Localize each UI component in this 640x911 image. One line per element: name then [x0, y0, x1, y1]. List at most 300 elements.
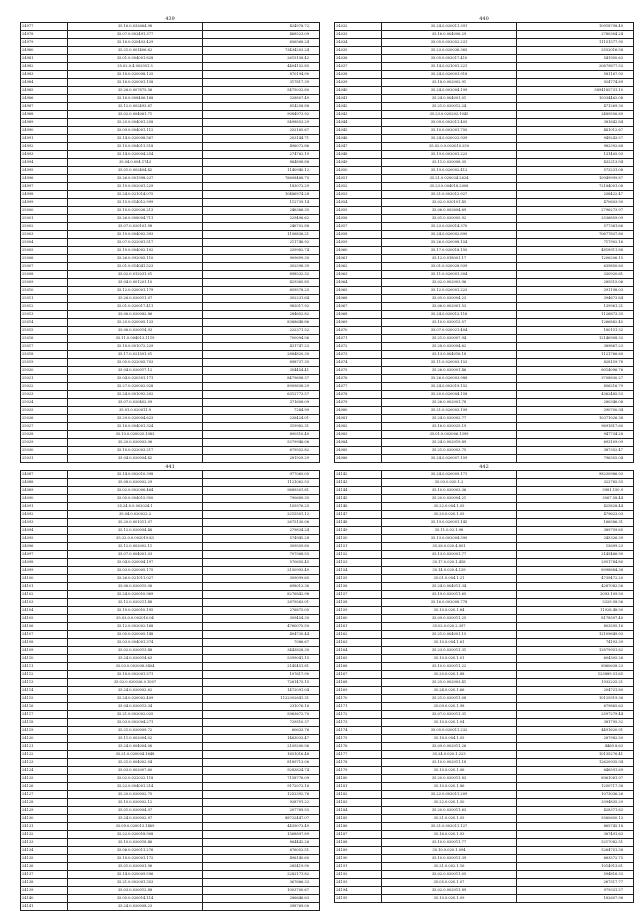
row-index-cell: 25028: [21, 431, 68, 439]
amount-cell: 4739472.20: [517, 575, 634, 583]
table-row: [335, 519, 634, 527]
amount-cell: 8960638.23: [517, 663, 634, 671]
row-index-cell: 24076: [335, 375, 382, 383]
code-cell: 35.02.0.4.002951.3: [68, 63, 203, 71]
amount-cell: 60633.76: [203, 727, 320, 735]
table-row: [335, 743, 634, 751]
code-cell: 35.14.0.021001.221: [382, 63, 517, 71]
row-index-cell: 24132: [21, 831, 68, 839]
table-row: [335, 247, 634, 255]
row-index-cell: 24085: [335, 447, 382, 455]
amount-cell: 2109200.56: [203, 743, 320, 751]
code-cell: 35.18.0.001072.229: [68, 343, 203, 351]
amount-cell: 424978.72: [203, 23, 320, 31]
code-cell: 35.12.0.018001.17: [382, 255, 517, 263]
row-index-cell: 24154: [335, 567, 382, 575]
amount-cell: 291198.03: [517, 287, 634, 295]
code-cell: 35.24.0.020002.890: [382, 231, 517, 239]
row-index-cell: 24078: [335, 391, 382, 399]
page-440: [334, 16, 634, 463]
row-index-cell: 24042: [335, 103, 382, 111]
row-index-cell: 25006: [21, 255, 68, 263]
code-cell: 35.14.0.002010.398: [68, 471, 203, 479]
amount-cell: 15699.23: [517, 543, 634, 551]
amount-cell: 8909838.29: [203, 383, 320, 391]
row-index-cell: 24173: [335, 719, 382, 727]
code-cell: 35.16.0.032664.98: [68, 23, 203, 31]
amount-cell: 679552.82: [203, 447, 320, 455]
amount-cell: 309454.30: [203, 615, 320, 623]
table-row: [21, 191, 320, 199]
code-cell: 35.07.0.020101.98: [68, 223, 203, 231]
code-cell: 35.01.0.002006.1399: [382, 431, 517, 439]
code-cell: 35.21.0.020007.94: [382, 335, 517, 343]
table-row: [21, 47, 320, 55]
code-cell: 35.19.0.004002.393: [68, 231, 203, 239]
row-index-cell: 24112: [21, 671, 68, 679]
code-cell: 35.21.0.002012.927: [382, 191, 517, 199]
table-row: [21, 623, 320, 631]
row-index-cell: 24051: [335, 175, 382, 183]
row-index-cell: 24138: [21, 879, 68, 887]
code-cell: 35.19.0.020010.195: [68, 607, 203, 615]
amount-cell: 4469.8.63: [517, 743, 634, 751]
table-row: [21, 559, 320, 567]
code-cell: 35.09.0.002011.405: [382, 119, 517, 127]
amount-cell: 5963672.70: [203, 711, 320, 719]
amount-cell: 11928.48.90: [517, 607, 634, 615]
amount-cell: 828159.78: [517, 359, 634, 367]
row-index-cell: 24083: [335, 431, 382, 439]
row-index-cell: 24156: [335, 583, 382, 591]
table-row: [335, 327, 634, 335]
row-index-cell: 24178: [335, 759, 382, 767]
amount-cell: 317817.39: [203, 79, 320, 87]
table-row: [21, 87, 320, 95]
code-cell: 35.26.0.008004.711: [68, 215, 203, 223]
table-row: [21, 391, 320, 399]
table-row: [335, 111, 634, 119]
amount-cell: 864442.26: [203, 839, 320, 847]
code-cell: 35.23.0.020036.365: [382, 47, 517, 55]
amount-cell: 207789.55: [203, 807, 320, 815]
amount-cell: 1126873.35: [517, 311, 634, 319]
row-index-cell: 25003: [21, 231, 68, 239]
code-cell: 35.02.0.004061.71: [68, 111, 203, 119]
code-cell: 35.02.0.0.002010.250: [382, 143, 517, 151]
code-cell: 35.10.0.020.1.84: [382, 607, 517, 615]
table-row: [335, 687, 634, 695]
code-cell: 35.10.0.020.1.01: [382, 655, 517, 663]
code-cell: 35.12.0.002493.87: [68, 103, 203, 111]
row-index-cell: 24120: [21, 735, 68, 743]
table-row: [21, 775, 320, 783]
amount-cell: 2597279.44: [517, 711, 634, 719]
code-cell: 35.23.0.020011.31: [382, 647, 517, 655]
table-row: [335, 655, 634, 663]
table-row: [21, 255, 320, 263]
amount-cell: 4818911.88: [517, 247, 634, 255]
row-index-cell: 25015: [21, 327, 68, 335]
row-index-cell: 24140: [21, 895, 68, 903]
row-index-cell: 24049: [335, 159, 382, 167]
amount-cell: 8276842.98: [203, 591, 320, 599]
amount-cell: 856216.79: [517, 383, 634, 391]
table-row: [21, 407, 320, 415]
code-cell: 35.21.0.020024.2624: [382, 175, 517, 183]
amount-cell: 182607.96: [517, 895, 634, 903]
row-index-cell: 24155: [335, 575, 382, 583]
row-index-cell: 24034: [335, 39, 382, 47]
amount-cell: 432213.94: [517, 159, 634, 167]
row-index-cell: 24077: [335, 383, 382, 391]
row-index-cell: 24139: [21, 887, 68, 895]
table-row: [335, 191, 634, 199]
row-index-cell: 24043: [335, 111, 382, 119]
row-index-cell: 24184: [335, 807, 382, 815]
row-index-cell: 24152: [335, 551, 382, 559]
code-cell: 35.22.0.020.1.50: [382, 799, 517, 807]
table-row: [21, 111, 320, 119]
code-cell: 35.10.0.002001.750: [382, 127, 517, 135]
code-cell: 35.05.0.020004.23: [382, 295, 517, 303]
table-row: [335, 895, 634, 903]
row-index-cell: 24130: [21, 815, 68, 823]
amount-cell: 3567.58.44: [517, 495, 634, 503]
amount-cell: 6312773.57: [203, 391, 320, 399]
table-row: [21, 135, 320, 143]
code-cell: 35.01.0.020028.939: [382, 263, 517, 271]
row-index-cell: 24149: [335, 527, 382, 535]
table-row: [21, 831, 320, 839]
code-cell: 35.24.0.020022.939: [382, 135, 517, 143]
row-index-cell: 25004: [21, 239, 68, 247]
table-row: [335, 807, 634, 815]
row-index-cell: 25019: [21, 359, 68, 367]
row-index-cell: 24160: [335, 615, 382, 623]
amount-cell: 245326.39: [517, 535, 634, 543]
amount-cell: 898532.32: [203, 271, 320, 279]
amount-cell: 5399041.15: [203, 655, 320, 663]
row-index-cell: 24107: [21, 631, 68, 639]
row-index-cell: 24052: [335, 183, 382, 191]
code-cell: 35.19.0.020002.412: [382, 167, 517, 175]
table-row: [21, 167, 320, 175]
table-row: [21, 511, 320, 519]
table-row: [335, 823, 634, 831]
amount-cell: 2536859.09: [517, 215, 634, 223]
row-index-cell: 24079: [335, 399, 382, 407]
table-row: [335, 783, 634, 791]
amount-cell: 246702.88: [203, 223, 320, 231]
row-index-cell: 24033: [335, 31, 382, 39]
code-cell: 35.21.0.020003.75: [382, 447, 517, 455]
table-row: [335, 151, 634, 159]
amount-cell: 4439073.49: [203, 823, 320, 831]
table-row: [21, 367, 320, 375]
row-index-cell: 24994: [21, 159, 68, 167]
amount-cell: 2489556.89: [517, 111, 634, 119]
row-index-cell: 24036: [335, 55, 382, 63]
amount-cell: 1266882.45: [517, 319, 634, 327]
row-index-cell: 24063: [335, 271, 382, 279]
row-index-cell: 24982: [21, 63, 68, 71]
code-cell: 35.05.0.020.1.07: [382, 879, 517, 887]
table-row: [335, 839, 634, 847]
amount-cell: 2615158.42: [203, 55, 320, 63]
table-row: [335, 527, 634, 535]
table-row: [335, 575, 634, 583]
row-index-cell: 24104: [21, 607, 68, 615]
amount-cell: 2145451.81: [203, 663, 320, 671]
table-row: [335, 303, 634, 311]
row-index-cell: 24094: [21, 527, 68, 535]
amount-cell: 8998884.38: [517, 567, 634, 575]
amount-cell: 2879563.01: [203, 599, 320, 607]
amount-cell: 367491.63: [517, 831, 634, 839]
row-index-cell: 24032: [335, 23, 382, 31]
table-row: [335, 199, 634, 207]
amount-cell: 790689.35: [203, 495, 320, 503]
code-cell: 35.10.0.002011.18: [382, 759, 517, 767]
table-row: [21, 711, 320, 719]
table-row: [21, 807, 320, 815]
amount-cell: 8178597.40: [517, 615, 634, 623]
code-cell: 35.02.0.020.2.397: [382, 623, 517, 631]
code-cell: 35.12.0.002002.168: [68, 623, 203, 631]
amount-cell: 328807.49: [203, 95, 320, 103]
table-row: [335, 711, 634, 719]
table-row: [335, 647, 634, 655]
table-row: [335, 791, 634, 799]
code-cell: 35.24.0.002004.199: [382, 87, 517, 95]
row-index-cell: 24986: [21, 95, 68, 103]
row-index-cell: 24185: [335, 815, 382, 823]
table-row: [335, 295, 634, 303]
code-cell: 35.24.0.004011.34: [382, 583, 517, 591]
row-index-cell: 24984: [21, 79, 68, 87]
code-cell: 35.04.0.004.1743: [68, 159, 203, 167]
code-cell: 35.10.0.004011.518: [68, 143, 203, 151]
amount-cell: 211746.92: [203, 239, 320, 247]
table-row: [21, 543, 320, 551]
table-row: [21, 687, 320, 695]
amount-cell: 4760075.50: [203, 623, 320, 631]
table-row: [21, 743, 320, 751]
code-cell: 35.18.0.002001.571: [68, 671, 203, 679]
table-row: [21, 343, 320, 351]
row-index-cell: 25000: [21, 207, 68, 215]
row-index-cell: 24995: [21, 167, 68, 175]
amount-cell: 12146908.33: [517, 335, 634, 343]
code-cell: 35.11.0.002004.02: [68, 735, 203, 743]
code-cell: 35.07.0.022001.517: [68, 239, 203, 247]
code-cell: 35.20.0.020002.75: [68, 791, 203, 799]
row-index-cell: 24053: [335, 191, 382, 199]
code-cell: 35.11.0.02.1.98: [382, 527, 517, 535]
code-cell: 35.15.0.014012.999: [68, 199, 203, 207]
code-cell: 35.26.0.021011.027: [68, 575, 203, 583]
row-index-cell: 24191: [335, 863, 382, 871]
code-cell: 35.23.0.004018.2008: [382, 183, 517, 191]
row-index-cell: 24093: [21, 519, 68, 527]
code-cell: 35.26.0.092005.110: [68, 255, 203, 263]
row-index-cell: 24151: [335, 543, 382, 551]
code-cell: 35.21.0.020011.08: [382, 695, 517, 703]
code-cell: 35.10.0.020.1.06: [382, 767, 517, 775]
table-row: [335, 487, 634, 495]
code-cell: 35.06.0.020011.276: [68, 847, 203, 855]
row-index-cell: 24038: [335, 71, 382, 79]
table-row: [21, 399, 320, 407]
amount-cell: 330920.61: [517, 271, 634, 279]
table-row: [21, 895, 320, 903]
row-index-cell: 24074: [335, 359, 382, 367]
code-cell: 35.06.0.020014.93: [68, 327, 203, 335]
code-cell: 35.12.0.020054.46: [68, 527, 203, 535]
table-row: [335, 695, 634, 703]
row-index-cell: 24057: [335, 223, 382, 231]
page-number: 442: [479, 464, 489, 470]
table-row: [21, 583, 320, 591]
code-cell: 35.24.0.020011.391: [382, 23, 517, 31]
code-cell: 35.05.0.022005.703: [68, 359, 203, 367]
amount-cell: 5217082.51: [517, 839, 634, 847]
amount-cell: 470603.90: [517, 199, 634, 207]
row-index-cell: 24121: [21, 743, 68, 751]
row-index-cell: 24091: [21, 503, 68, 511]
amount-cell: 204731.80: [517, 687, 634, 695]
amount-cell: 5498853.29: [203, 119, 320, 127]
table-row: [335, 263, 634, 271]
amount-cell: 285419.90: [203, 863, 320, 871]
table-row: [335, 359, 634, 367]
row-index-cell: 24060: [335, 247, 382, 255]
code-cell: 35.28.0.020004.62: [382, 343, 517, 351]
amount-cell: 381795.32: [517, 719, 634, 727]
code-cell: 35.07.0.004001.03: [68, 551, 203, 559]
row-index-cell: 25017: [21, 343, 68, 351]
code-cell: 35.09.0.020.1.98: [382, 703, 517, 711]
code-cell: 35.02.0.012031.01: [68, 271, 203, 279]
row-index-cell: 24040: [335, 87, 382, 95]
code-cell: 35.24.0.002019.89: [382, 439, 517, 447]
table-row: [21, 335, 320, 343]
table-row: [21, 671, 320, 679]
code-cell: 35.18.0.002002.91: [382, 79, 517, 87]
amount-cell: 78608468.75: [203, 175, 320, 183]
code-cell: 35.08.0.020002.29: [68, 479, 203, 487]
table-row: [335, 399, 634, 407]
amount-cell: 70677837.80: [517, 231, 634, 239]
code-cell: 35.25.0.002003.41: [382, 679, 517, 687]
table-row: [21, 575, 320, 583]
amount-cell: 74193.39: [517, 639, 634, 647]
code-cell: 35.19.0.020001.145: [382, 519, 517, 527]
table-row: [21, 823, 320, 831]
table-row: [335, 871, 634, 879]
row-index-cell: 25027: [21, 423, 68, 431]
row-index-cell: 24125: [21, 775, 68, 783]
table-row: [21, 495, 320, 503]
code-cell: 35.21.0.001406.62: [68, 47, 203, 55]
amount-cell: 12109649.93: [517, 631, 634, 639]
table-row: [21, 503, 320, 511]
code-cell: 35.07.0.002491.377: [68, 31, 203, 39]
code-cell: 35.10.0.020011.39: [382, 855, 517, 863]
amount-cell: 387352.47: [517, 447, 634, 455]
amount-cell: 8479696.37: [203, 375, 320, 383]
row-index-cell: 25005: [21, 247, 68, 255]
code-cell: 35.03.0.020012.88: [68, 887, 203, 895]
code-cell: 35.13.0.020001.77: [382, 551, 517, 559]
table-row: [21, 223, 320, 231]
table-row: [21, 423, 320, 431]
amount-cell: 2215501.12: [203, 511, 320, 519]
amount-cell: 2093.109.50: [517, 591, 634, 599]
table-row: [21, 647, 320, 655]
table-row: [335, 255, 634, 263]
code-cell: 35.22.0.004001.214: [68, 783, 203, 791]
code-cell: 35.17.0.020018.150: [382, 247, 517, 255]
row-index-cell: 24189: [335, 847, 382, 855]
row-index-cell: 24141: [21, 903, 68, 911]
table-row: [21, 655, 320, 663]
table-row: [21, 751, 320, 759]
row-index-cell: 24059: [335, 239, 382, 247]
row-index-cell: 24183: [335, 799, 382, 807]
amount-cell: 7261475.15: [203, 679, 320, 687]
table-row: [335, 567, 634, 575]
code-cell: 35.20.0.020003.06: [68, 439, 203, 447]
amount-cell: 389759.65: [517, 527, 634, 535]
row-index-cell: 24134: [21, 847, 68, 855]
amount-cell: 398769.00: [203, 903, 320, 911]
table-row: [21, 799, 320, 807]
table-row: [335, 143, 634, 151]
amount-cell: 1140940.12: [203, 167, 320, 175]
amount-cell: 1252392.76: [203, 791, 320, 799]
code-cell: 35.10.0.020025.1083: [68, 431, 203, 439]
amount-cell: 729510.37: [203, 719, 320, 727]
table-row: [21, 863, 320, 871]
code-cell: 35.01.0.020004.07: [68, 807, 203, 815]
table-row: [21, 519, 320, 527]
code-cell: 35.02.0.020011.05: [382, 871, 517, 879]
code-cell: 35.13.0.002004.390: [382, 535, 517, 543]
row-index-cell: 24164: [335, 647, 382, 655]
row-index-cell: 24111: [21, 663, 68, 671]
code-cell: 35.20.0.020.1.05: [382, 511, 517, 519]
row-index-cell: 24035: [335, 47, 382, 55]
table-row: [335, 215, 634, 223]
amount-cell: 870194.90: [203, 71, 320, 79]
table-row: [335, 103, 634, 111]
code-cell: 35.23.0.020014.370: [382, 223, 517, 231]
table-row: [335, 279, 634, 287]
table-row: [335, 543, 634, 551]
code-cell: 35.20.0.020004.21: [382, 495, 517, 503]
table-row: [335, 887, 634, 895]
row-index-cell: 25009: [21, 279, 68, 287]
table-row: [21, 719, 320, 727]
row-index-cell: 24081: [335, 415, 382, 423]
code-cell: 35.22.0.0.002019.83: [68, 535, 203, 543]
table-row: [335, 775, 634, 783]
row-index-cell: 24978: [21, 31, 68, 39]
code-cell: 35.05.0.002017.410: [382, 55, 517, 63]
table-row: [335, 447, 634, 455]
